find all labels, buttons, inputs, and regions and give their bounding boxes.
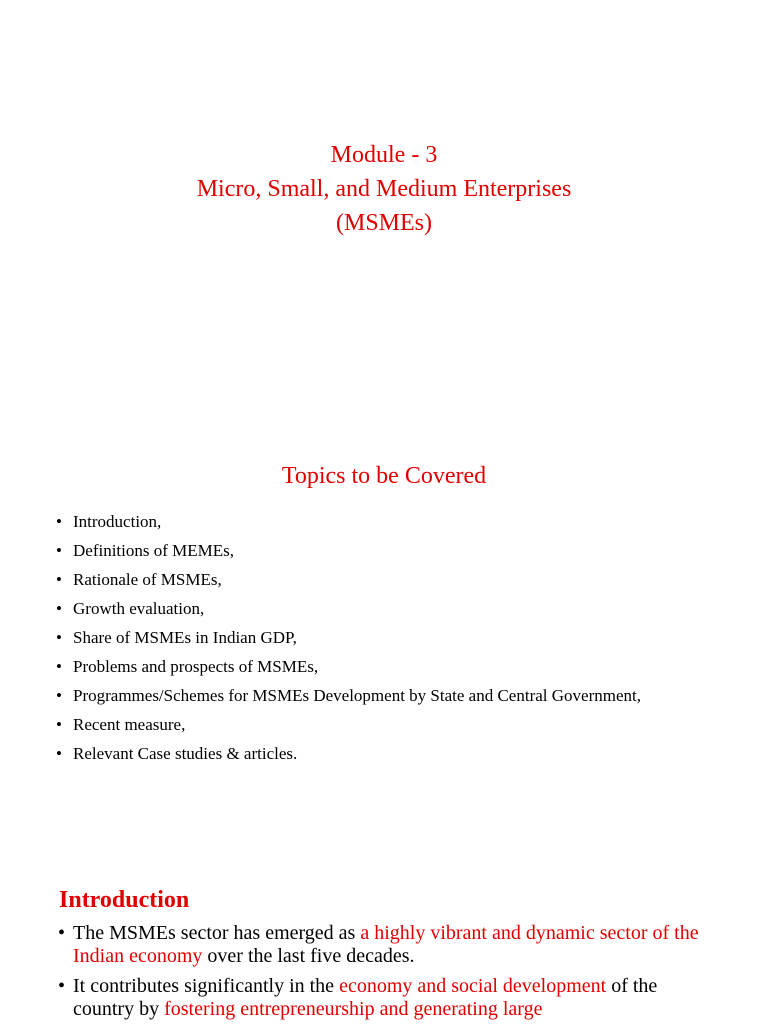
topic-item xyxy=(56,657,696,677)
topic-text: Introduction, xyxy=(73,512,162,531)
topics-heading: Topics to be Covered xyxy=(281,463,487,489)
topics-slide xyxy=(0,432,768,864)
topic-text: Definitions of MEMEs, xyxy=(73,541,235,560)
bullet: • xyxy=(56,686,62,705)
topic-text: Rationale of MSMEs, xyxy=(73,570,222,589)
topic-item xyxy=(56,599,696,619)
title-slide xyxy=(0,0,768,432)
introduction-heading: Introduction xyxy=(59,887,190,913)
bullet: • xyxy=(56,570,62,589)
title-block xyxy=(0,138,768,240)
topic-item xyxy=(56,744,696,764)
intro-point-2 xyxy=(58,975,718,1021)
bullet: • xyxy=(56,541,62,560)
bullet: • xyxy=(56,657,62,676)
bullet: • xyxy=(56,715,62,734)
intro-text: It contributes significantly in the xyxy=(73,975,340,997)
intro-highlight: a highly vibrant and dynamic sector of the Indian economy xyxy=(73,922,699,967)
bullet: • xyxy=(56,744,62,763)
intro-highlight: fostering entrepreneurship and generating large xyxy=(164,998,543,1020)
intro-point-1 xyxy=(58,922,718,968)
topic-item xyxy=(56,512,696,532)
topic-item xyxy=(56,570,696,590)
introduction-list xyxy=(58,922,718,1028)
topic-text: Share of MSMEs in Indian GDP, xyxy=(73,628,297,647)
intro-highlight: economy and social development xyxy=(339,975,607,997)
intro-text: The MSMEs sector has emerged as xyxy=(73,922,361,944)
bullet: • xyxy=(58,922,66,944)
topic-text: Growth evaluation, xyxy=(73,599,205,618)
topic-item xyxy=(56,541,696,561)
topic-item xyxy=(56,628,696,648)
topic-text: Programmes/Schemes for MSMEs Development by State and Central Government, xyxy=(73,686,641,705)
bullet: • xyxy=(58,975,66,997)
bullet: • xyxy=(56,599,62,618)
module-label: Module - 3 xyxy=(330,142,438,168)
introduction-slide xyxy=(0,864,768,1024)
title-line-1: Micro, Small, and Medium Enterprises xyxy=(196,176,572,202)
bullet: • xyxy=(56,628,62,647)
topic-text: Recent measure, xyxy=(73,715,186,734)
topic-item xyxy=(56,715,696,735)
topic-text: Relevant Case studies & articles. xyxy=(73,744,298,763)
title-line-2: (MSMEs) xyxy=(335,210,432,236)
bullet: • xyxy=(56,512,62,531)
topic-item xyxy=(56,686,696,706)
intro-text: of the country by xyxy=(73,975,658,1020)
intro-text: over the last five decades. xyxy=(202,945,415,967)
topic-list xyxy=(56,512,696,773)
topic-text: Problems and prospects of MSMEs, xyxy=(73,657,319,676)
